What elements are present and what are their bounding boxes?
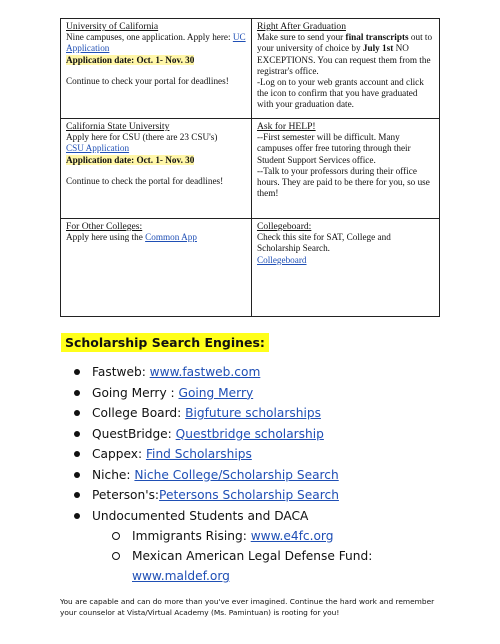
uc-application-date: Application date: Oct. 1- Nov. 30 bbox=[66, 54, 195, 65]
list-item bbox=[70, 485, 432, 506]
csu-title: California State University bbox=[66, 121, 170, 132]
csu-cell bbox=[61, 119, 252, 219]
collegeboard-text: Check this site for SAT, College and Scholarship Search. bbox=[257, 232, 391, 254]
list-item bbox=[110, 546, 432, 586]
engine-label: Going Merry : bbox=[92, 385, 179, 400]
help-text-2: --Talk to your professors during their office hours. They are paid to be there for you, so use them! bbox=[257, 165, 430, 199]
maldef-link[interactable]: www.maldef.org bbox=[132, 568, 230, 583]
other-colleges-cell bbox=[61, 219, 252, 317]
csu-note: Continue to check the portal for deadlines! bbox=[66, 175, 224, 186]
csu-text: Apply here for CSU (there are 23 CSU's) bbox=[66, 132, 218, 143]
list-item bbox=[70, 444, 432, 465]
csu-application-date: Application date: Oct. 1- Nov. 30 bbox=[66, 154, 195, 165]
bigfuture-link[interactable]: Bigfuture scholarships bbox=[185, 406, 321, 420]
scholarship-list bbox=[70, 362, 432, 586]
fastweb-link[interactable]: www.fastweb.com bbox=[149, 365, 261, 379]
uc-application-link[interactable]: UC Application bbox=[66, 32, 246, 54]
engine-label: Peterson's: bbox=[92, 488, 160, 502]
graduation-text-3: NO EXCEPTIONS. You can request them from the registrar's office. bbox=[257, 43, 431, 76]
uc-text: Nine campuses, one application. Apply here: bbox=[66, 32, 231, 43]
july-deadline-text: July 1st bbox=[362, 43, 394, 54]
uc-note: Continue to check your portal for deadlines! bbox=[66, 75, 229, 86]
engine-label: Cappex: bbox=[92, 447, 146, 461]
final-transcripts-text: final transcripts bbox=[345, 32, 409, 43]
graduation-text-2: out to your university of choice by bbox=[257, 32, 433, 54]
engine-label: Niche: bbox=[92, 467, 135, 482]
questbridge-link[interactable]: Questbridge scholarship bbox=[175, 426, 324, 441]
other-colleges-title: For Other Colleges: bbox=[66, 221, 143, 232]
e4fc-link[interactable]: www.e4fc.org bbox=[250, 528, 334, 543]
maldef-label: Mexican American Legal Defense Fund: bbox=[132, 548, 373, 563]
csu-application-link[interactable]: CSU Application bbox=[66, 143, 130, 154]
collegeboard-link[interactable]: Collegeboard bbox=[257, 254, 307, 265]
list-item bbox=[70, 383, 432, 404]
daca-label: Undocumented Students and DACA bbox=[92, 508, 309, 523]
immigrants-rising-label: Immigrants Rising: bbox=[132, 528, 251, 543]
graduation-text-1: Make sure to send your bbox=[257, 32, 346, 43]
help-text-1: --First semester will be difficult. Many campuses offer free tutoring through their Student Support Services office. bbox=[257, 132, 411, 165]
help-title: Ask for HELP! bbox=[257, 121, 316, 132]
list-item bbox=[70, 403, 432, 424]
engine-label: College Board: bbox=[92, 406, 186, 420]
uc-cell bbox=[61, 19, 252, 119]
niche-link[interactable]: Niche College/Scholarship Search bbox=[134, 467, 339, 482]
list-item bbox=[70, 424, 432, 445]
going-merry-link[interactable]: Going Merry bbox=[178, 385, 254, 400]
cappex-link[interactable]: Find Scholarships bbox=[145, 447, 252, 461]
list-item bbox=[70, 465, 432, 486]
graduation-cell bbox=[252, 19, 440, 119]
engine-label: Fastweb: bbox=[92, 365, 150, 379]
collegeboard-cell bbox=[252, 219, 440, 317]
list-item bbox=[110, 526, 432, 546]
college-info-table bbox=[60, 18, 440, 317]
scholarship-section-title: Scholarship Search Engines: bbox=[61, 333, 269, 352]
graduation-text-4: -Log on to your web grants account and click the icon to confirm that you have graduated with your graduation date. bbox=[257, 77, 424, 110]
common-app-link[interactable]: Common App bbox=[145, 232, 197, 243]
help-cell bbox=[252, 119, 440, 219]
daca-sublist bbox=[92, 526, 432, 586]
other-colleges-text: Apply here using the bbox=[66, 232, 146, 243]
uc-title: University of California bbox=[66, 21, 159, 32]
list-item bbox=[70, 362, 432, 383]
encouragement-footer: You are capable and can do more than you've ever imagined. Continue the hard work and remember your counselor at Vista/Virtual Academy (Ms. Pamintuan) is rooting for you! bbox=[60, 597, 435, 617]
collegeboard-title: Collegeboard: bbox=[257, 221, 312, 232]
list-item bbox=[70, 506, 432, 586]
engine-label: QuestBridge: bbox=[92, 426, 176, 441]
graduation-title: Right After Graduation bbox=[257, 21, 346, 32]
petersons-link[interactable]: Petersons Scholarship Search bbox=[159, 488, 339, 502]
